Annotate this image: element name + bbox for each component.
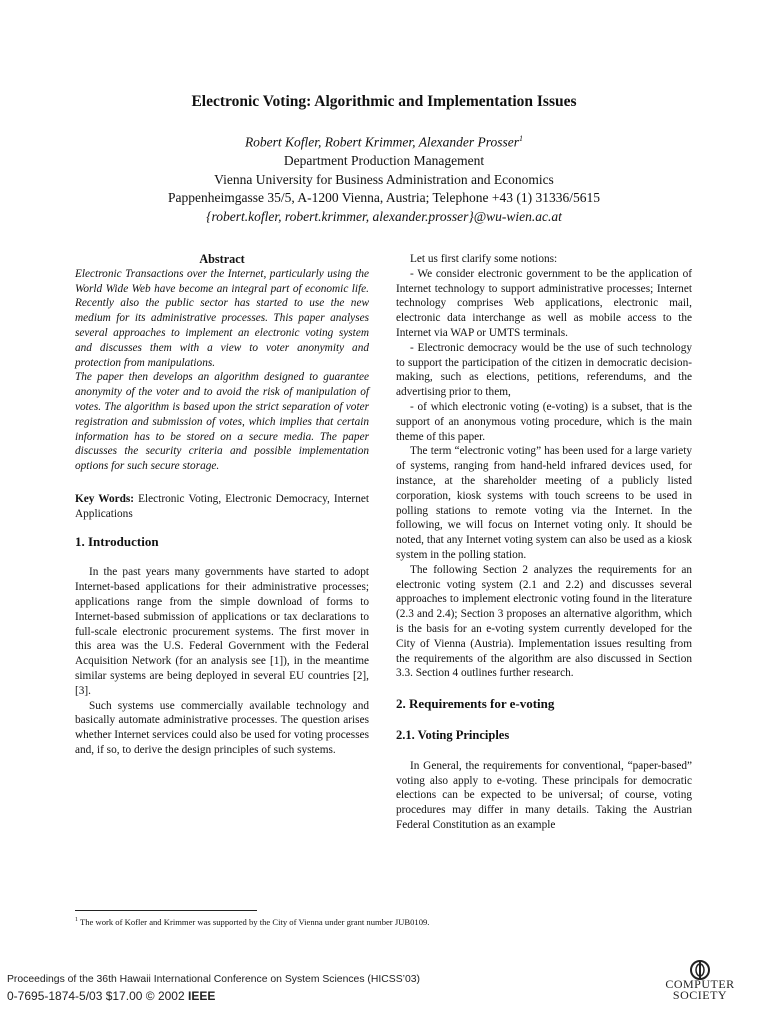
subsection-voting-principles-heading: 2.1. Voting Principles [396, 727, 510, 742]
notions-intro: Let us first clarify some notions: [410, 253, 558, 265]
intro-paragraph-2: Such systems use commercially available technology and basically automate administrative processes. The question arises whether Internet services could also be used for voting processes and, if so, to derive the design principles of such systems. [75, 699, 369, 756]
footnote [75, 917, 429, 927]
outline-paragraph: The following Section 2 analyzes the requirements for an electronic voting system (2.1 and 2.2) and discusses several approaches to implement electronic voting found in the literature (2.3 and 2.4); Section 3 proposes an alternative algorithm, which is the basis for an e-voting system currently developed for the City of Vienna (Austria). Implementation issues resulting from the requirements of the algorithm are also discussed in Section 3.3. Section 4 outlines further research. [396, 563, 692, 680]
abstract-paragraph-2: The paper then develops an algorithm designed to guarantee anonymity of the voter and to avoid the risk of manipulation of votes. The algorithm is based upon the strict separation of voter registration and submission of votes, which implies that certain information has to be stored on a secure media. The paper discusses the security criteria and possible implementation options for such secure storage. [75, 371, 369, 473]
footnote-text: The work of Kofler and Krimmer was supported by the City of Vienna under grant number JUB0109. [78, 917, 430, 927]
abstract-paragraph-1: Electronic Transactions over the Internet, particularly using the World Wide Web have become an integral part of economic life. Recently also the public sector has started to use the new medium for its administrative processes. This paper analyses several approaches to implement an electronic voting system and discusses them with a view to voter anonymity and protection from manipulations. [75, 267, 369, 369]
author-block [0, 130, 768, 226]
intro-paragraph-1: In the past years many governments have started to adopt Internet-based applications for their administrative processes; applications range from the simple download of forms to Internet-based submission of applications or tax declarations to full-scale electronic procurement systems. The first mover in this area was the U.S. Federal Government with the Federal Acquisition Network (for an analysis see [1]), in the meantime similar systems are being deployed in several EU countries [2], [3]. [75, 566, 369, 697]
keywords [75, 492, 369, 522]
department: Department Production Management [283, 153, 485, 169]
section-introduction-heading: 1. Introduction [75, 533, 159, 549]
isbn-line [7, 989, 215, 1003]
section-requirements-heading: 2. Requirements for e-voting [396, 696, 555, 712]
isbn-text: 0-7695-1874-5/03 $17.00 © 2002 [7, 989, 188, 1003]
email: {robert.kofler, robert.krimmer, alexander.prosser}@wu-wien.ac.at [206, 208, 562, 224]
footnote-mark: 1 [75, 917, 78, 924]
address: Pappenheimgasse 35/5, A-1200 Vienna, Austria; Telephone +43 (1) 31336/5615 [167, 190, 601, 206]
footnote-ref: 1 [519, 134, 524, 143]
paper-title: Electronic Voting: Algorithmic and Implementation Issues [191, 93, 577, 110]
right-column [396, 252, 692, 833]
ieee-label: IEEE [187, 989, 216, 1003]
logo-line-1: COMPUTER [665, 977, 735, 991]
keywords-text: Electronic Voting, Electronic Democracy, Internet Applications [75, 492, 369, 520]
footnote-divider [75, 910, 257, 911]
university: Vienna University for Business Administration and Economics [214, 171, 554, 187]
author-names: Robert Kofler, Robert Krimmer, Alexander Prosser$^1$ [244, 134, 524, 150]
notion-e-government: - We consider electronic government to be the application of Internet technology to support administrative processes; Internet technology comprises Web applications, electronic mail, electronic data interchange as well as mobile access to the Internet via WAP or UMTS terminals. [396, 267, 692, 339]
notion-e-democracy: - Electronic democracy would be the use of such technology to support the participation of the citizen in democratic decision-making, such as elections, petitions, referendums, and the advertising prior to them, [396, 341, 692, 399]
computer-society-text [655, 979, 745, 1001]
left-column [75, 252, 369, 758]
notion-e-voting: - of which electronic voting (e-voting) is a subset, that is the support of an anonymous voting procedure, which is the main theme of this paper. [396, 400, 692, 443]
abstract-heading: Abstract [199, 252, 245, 266]
electronic-voting-paragraph: The term “electronic voting” has been used for a large variety of systems, ranging from hand-held infrared devices used, for instance, at the shareholder meeting of a publicly listed corporation, kiosk systems with touch screens to be used in polling stations to remote voting via the Internet. In the following, we will focus on Internet voting only. It should be noted, that any Internet voting system can also be used as a kiosk system in the polling station. [396, 445, 692, 561]
voting-principles-paragraph: In General, the requirements for conventional, “paper-based” voting also apply to e-voting. These principals for democratic elections can be expected to be universal; of course, voting procedures may differ in many details. Taking the Austrian Federal Constitution as an example [396, 759, 692, 831]
logo-line-2: SOCIETY [672, 988, 728, 1002]
keywords-label: Key Words: [75, 492, 135, 505]
proceedings-line: Proceedings of the 36th Hawaii International Conference on System Sciences (HICSS’03) [7, 974, 420, 985]
